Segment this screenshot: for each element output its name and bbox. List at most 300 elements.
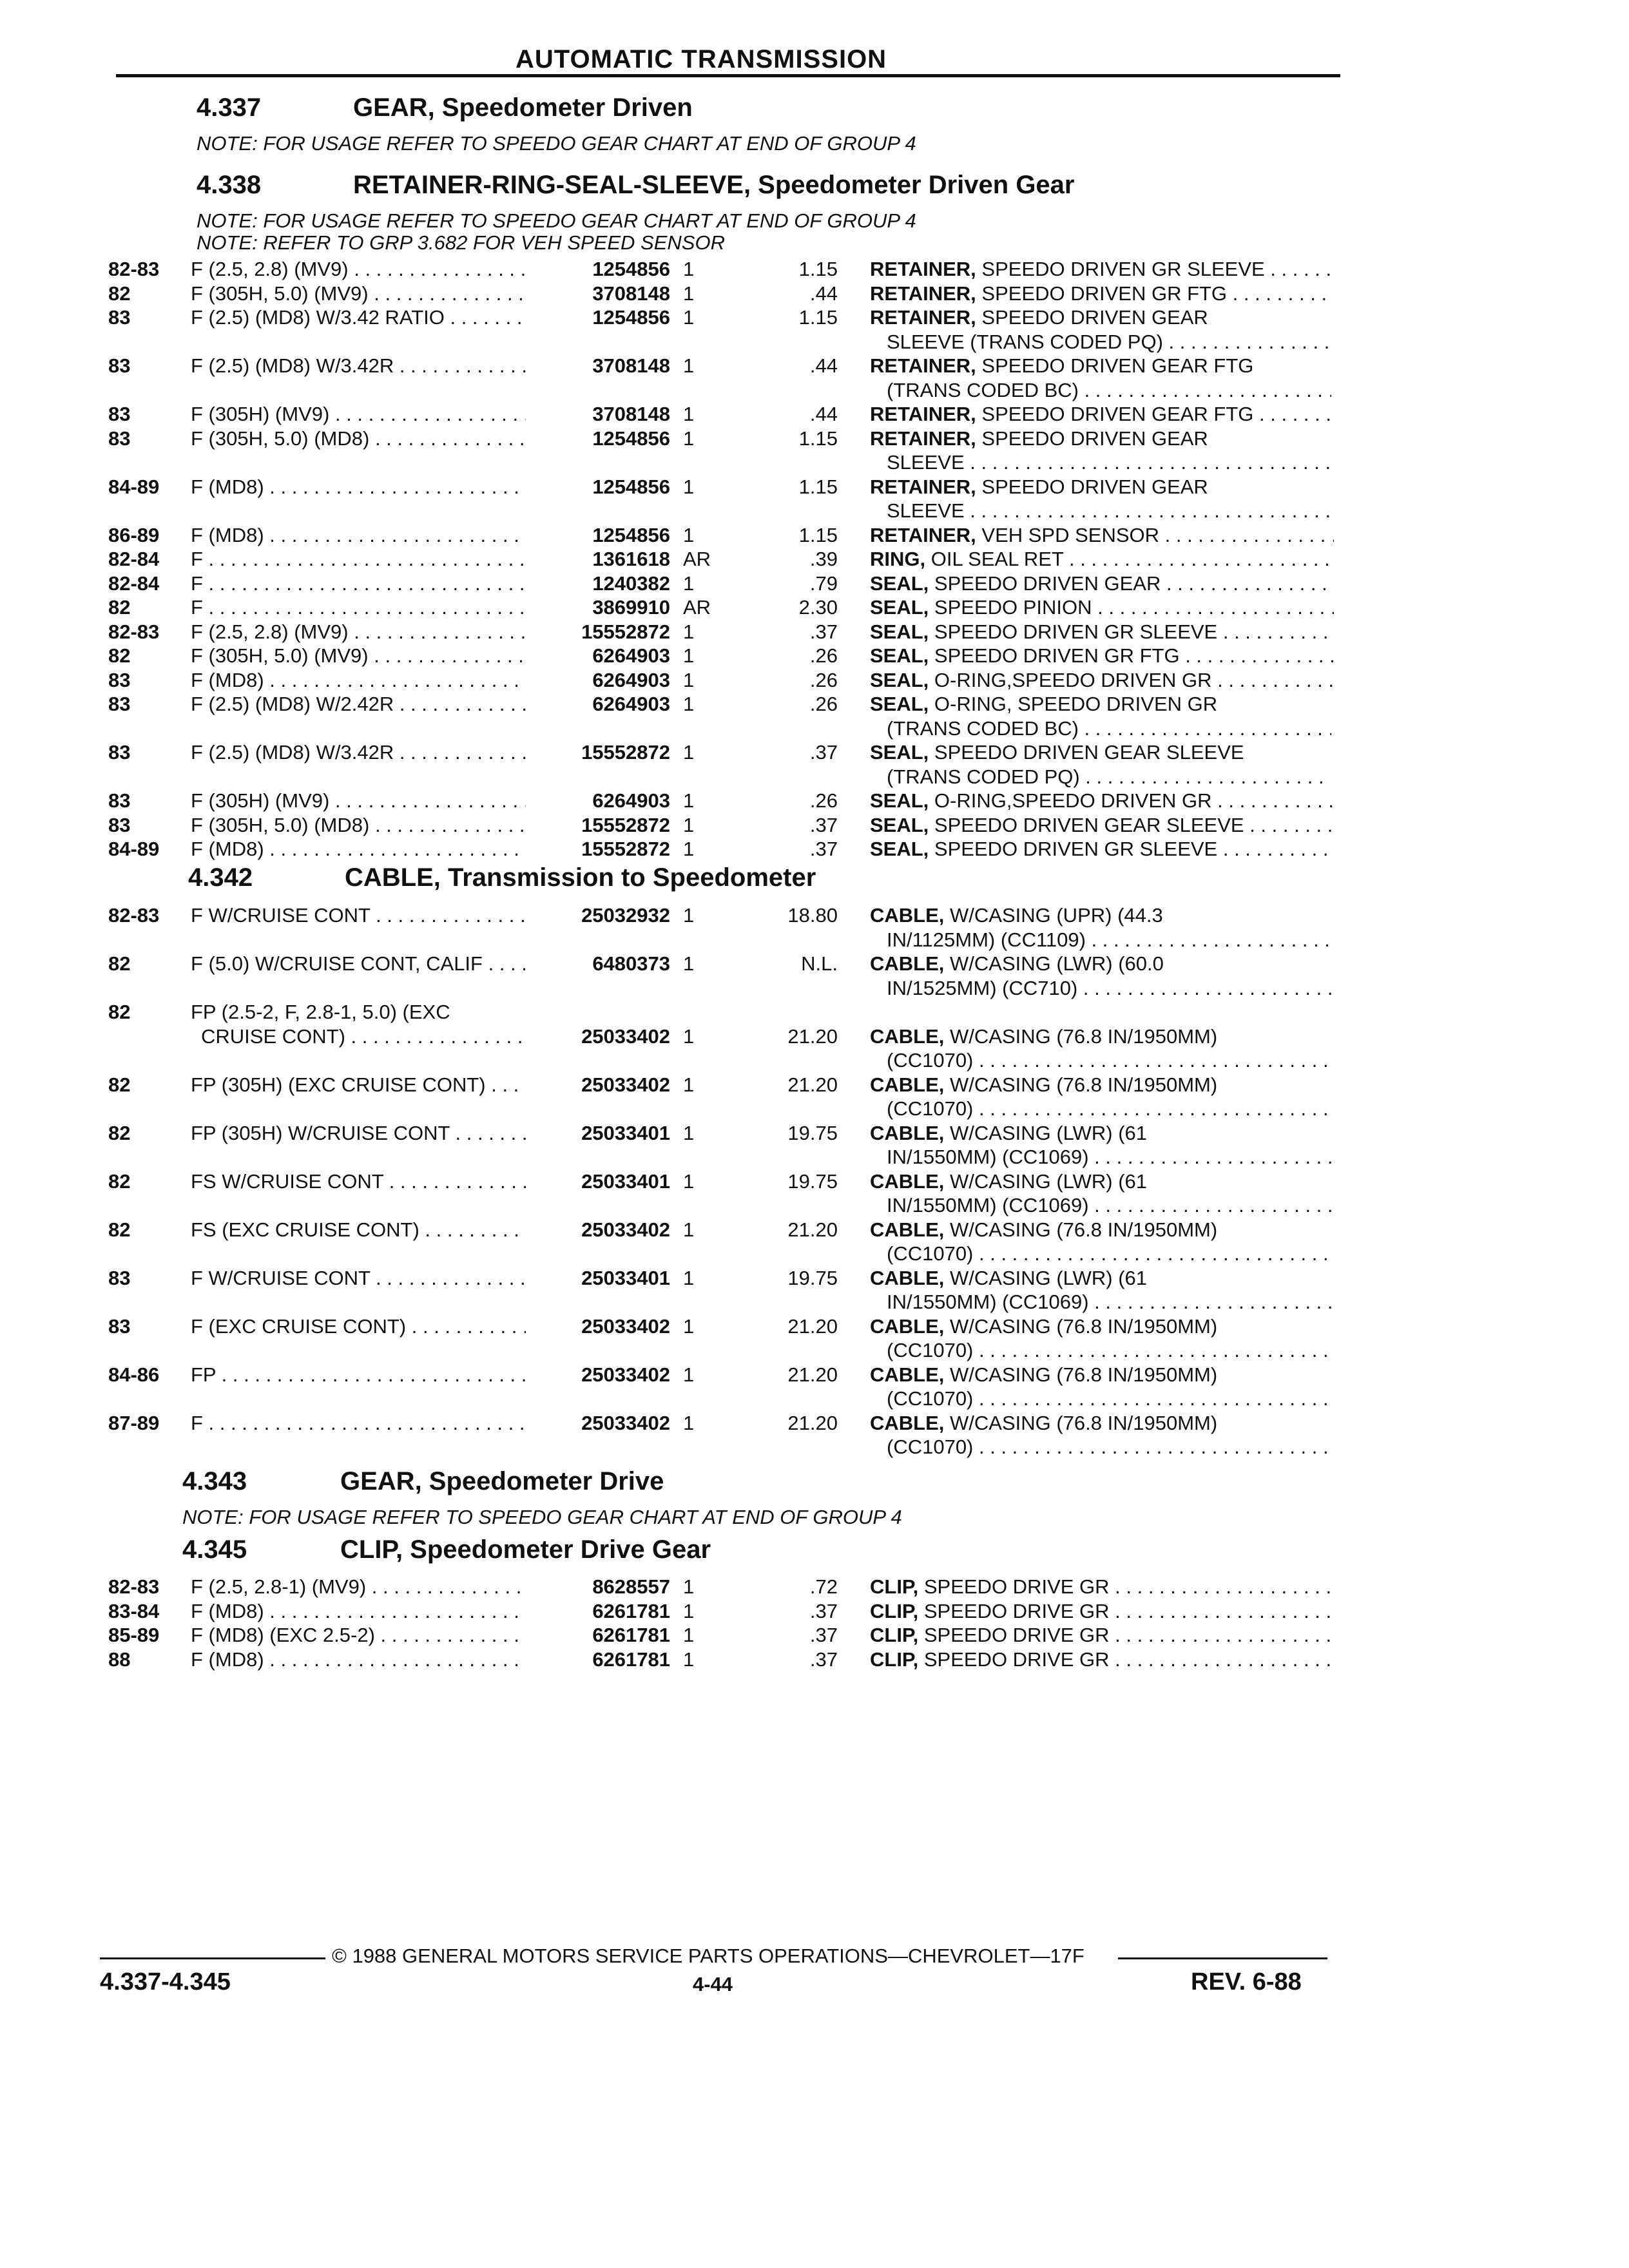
- part-description: [870, 1600, 1334, 1623]
- part-name: RETAINER,: [870, 306, 976, 329]
- price: 21.20: [787, 1025, 838, 1048]
- part-description: [870, 524, 1334, 547]
- price: .39: [809, 548, 838, 570]
- part-description-continued: SLEEVE (TRANS CODED PQ) . . .: [887, 331, 1331, 354]
- application: F . . .: [191, 572, 526, 595]
- application: F (305H) (MV9) . . .: [191, 403, 526, 426]
- part-number: 8628557: [592, 1575, 670, 1598]
- application: FP . . .: [191, 1363, 526, 1387]
- model-year: 83-84: [108, 1600, 160, 1622]
- part-description-continued: (CC1070) . . .: [887, 1339, 1331, 1362]
- model-year: 82: [108, 1170, 131, 1193]
- part-description: [870, 1575, 1334, 1599]
- application: F (2.5) (MD8) W/3.42R . . .: [191, 741, 526, 764]
- footer-revision: REV. 6-88: [1191, 1968, 1302, 1995]
- part-description: [870, 741, 1334, 764]
- application: F . . .: [191, 548, 526, 571]
- part-row: [0, 572, 1629, 598]
- quantity: 1: [683, 814, 695, 836]
- model-year: 82: [108, 1001, 131, 1023]
- part-description: [870, 258, 1334, 281]
- part-description-continued: (TRANS CODED PQ) . . .: [887, 765, 1331, 789]
- part-row: [0, 427, 1629, 453]
- part-number: 6264903: [592, 644, 670, 667]
- model-year: 83: [108, 693, 131, 715]
- quantity: 1: [683, 306, 695, 329]
- section-title: RETAINER-RING-SEAL-SLEEVE, Speedometer Driven Gear: [353, 171, 1075, 199]
- part-name: RETAINER,: [870, 354, 976, 377]
- application: F W/CRUISE CONT . . .: [191, 1267, 526, 1290]
- part-row: [0, 1073, 1629, 1099]
- part-number: 6261781: [592, 1600, 670, 1622]
- part-row: [0, 1170, 1629, 1196]
- part-description-text: O-RING,SPEEDO DRIVEN GR: [934, 789, 1212, 812]
- part-description-text: SPEEDO DRIVEN GEAR: [934, 572, 1161, 595]
- model-year: 85-89: [108, 1624, 160, 1646]
- quantity: 1: [683, 282, 695, 305]
- part-row: [0, 403, 1629, 428]
- section-number: 4.343: [182, 1467, 247, 1495]
- part-description-text: SPEEDO DRIVE GR: [923, 1624, 1110, 1646]
- application: F (2.5, 2.8) (MV9) . . .: [191, 620, 526, 644]
- part-number: 1254856: [592, 427, 670, 450]
- part-number: 25033401: [581, 1267, 670, 1289]
- part-number: 6264903: [592, 669, 670, 691]
- model-year: 86-89: [108, 524, 160, 546]
- part-description-continued-row: [0, 717, 1629, 743]
- part-number: 15552872: [581, 741, 670, 764]
- part-description-continued: IN/1550MM) (CC1069) . . .: [887, 1146, 1331, 1169]
- part-number: 1254856: [592, 306, 670, 329]
- quantity: 1: [683, 427, 695, 450]
- price: .37: [809, 741, 838, 764]
- part-description: [870, 572, 1334, 595]
- application: F (2.5, 2.8) (MV9) . . .: [191, 258, 526, 281]
- part-description-continued: IN/1550MM) (CC1069) . . .: [887, 1194, 1331, 1217]
- part-description-text: W/CASING (76.8 IN/1950MM): [950, 1363, 1218, 1386]
- part-number: 3708148: [592, 282, 670, 305]
- part-number: 25033401: [581, 1122, 670, 1144]
- part-description: [870, 1073, 1334, 1097]
- section-title: CABLE, Transmission to Speedometer: [345, 863, 816, 892]
- price: 21.20: [787, 1315, 838, 1338]
- quantity: 1: [683, 669, 695, 691]
- part-description: [870, 427, 1334, 450]
- quantity: 1: [683, 620, 695, 643]
- quantity: 1: [683, 1025, 695, 1048]
- part-description-continued: (CC1070) . . .: [887, 1387, 1331, 1410]
- part-description: [870, 620, 1334, 644]
- part-description: [870, 1025, 1334, 1048]
- part-description-text: W/CASING (76.8 IN/1950MM): [950, 1315, 1218, 1338]
- model-year: 84-89: [108, 476, 160, 498]
- part-description-text: SPEEDO DRIVEN GR FTG: [934, 644, 1180, 667]
- part-number: 25033402: [581, 1315, 670, 1338]
- section-number: 4.345: [182, 1535, 247, 1564]
- part-description: [870, 1624, 1334, 1647]
- price: .37: [809, 838, 838, 860]
- quantity: 1: [683, 403, 695, 425]
- model-year: 83: [108, 1315, 131, 1338]
- part-name: CLIP,: [870, 1600, 919, 1622]
- part-number: 25033402: [581, 1025, 670, 1048]
- section-note: NOTE: FOR USAGE REFER TO SPEEDO GEAR CHART AT END OF GROUP 4: [182, 1506, 902, 1528]
- price: .37: [809, 1600, 838, 1622]
- part-row: [0, 952, 1629, 978]
- model-year: 82-83: [108, 258, 160, 280]
- price: .26: [809, 644, 838, 667]
- application: F (EXC CRUISE CONT) . . .: [191, 1315, 526, 1338]
- part-number: 3708148: [592, 354, 670, 377]
- part-description: [870, 644, 1334, 668]
- price: 1.15: [798, 306, 838, 329]
- model-year: 87-89: [108, 1412, 160, 1434]
- part-name: CABLE,: [870, 1218, 945, 1241]
- quantity: 1: [683, 1412, 695, 1434]
- quantity: 1: [683, 1600, 695, 1622]
- part-row: [0, 548, 1629, 573]
- part-name: RETAINER,: [870, 427, 976, 450]
- part-row: [0, 838, 1629, 863]
- part-name: SEAL,: [870, 814, 929, 836]
- part-number: 25033402: [581, 1218, 670, 1241]
- part-description-continued-row: [0, 1291, 1629, 1316]
- model-year: 84-89: [108, 838, 160, 860]
- price: .37: [809, 620, 838, 643]
- quantity: 1: [683, 258, 695, 280]
- part-description-continued: (TRANS CODED BC) . . .: [887, 379, 1331, 402]
- part-description: [870, 952, 1334, 975]
- part-name: SEAL,: [870, 838, 929, 860]
- price: 19.75: [787, 1122, 838, 1144]
- application: F (305H, 5.0) (MD8) . . .: [191, 814, 526, 837]
- model-year: 83: [108, 814, 131, 836]
- part-description-text: W/CASING (LWR) (60.0: [950, 952, 1164, 975]
- part-name: SEAL,: [870, 572, 929, 595]
- part-description-text: W/CASING (76.8 IN/1950MM): [950, 1218, 1218, 1241]
- part-name: RETAINER,: [870, 524, 976, 546]
- price: 2.30: [798, 596, 838, 619]
- part-name: CABLE,: [870, 1363, 945, 1386]
- quantity: 1: [683, 789, 695, 812]
- part-name: SEAL,: [870, 596, 929, 619]
- part-name: RETAINER,: [870, 476, 976, 498]
- part-name: CLIP,: [870, 1648, 919, 1671]
- part-name: CABLE,: [870, 1073, 945, 1096]
- model-year: 82: [108, 1073, 131, 1096]
- price: .79: [809, 572, 838, 595]
- part-description-text: SPEEDO DRIVE GR: [923, 1600, 1110, 1622]
- part-description-continued: (TRANS CODED BC) . . .: [887, 717, 1331, 740]
- part-description-continued-row: [0, 1194, 1629, 1220]
- part-row: [0, 741, 1629, 767]
- part-description-continued-row: [0, 1242, 1629, 1268]
- model-year: 82: [108, 1122, 131, 1144]
- part-name: CABLE,: [870, 1122, 945, 1144]
- part-row: [0, 282, 1629, 308]
- application: F . . .: [191, 1412, 526, 1435]
- part-row: [0, 354, 1629, 380]
- quantity: 1: [683, 1267, 695, 1289]
- part-name: CABLE,: [870, 904, 945, 927]
- part-name: RING,: [870, 548, 926, 570]
- part-description-continued-row: [0, 1097, 1629, 1123]
- part-description-continued: (CC1070) . . .: [887, 1242, 1331, 1265]
- footer-rule-left: [100, 1957, 325, 1959]
- application: F (2.5, 2.8-1) (MV9) . . .: [191, 1575, 526, 1599]
- part-number: 25033401: [581, 1170, 670, 1193]
- part-description-text: SPEEDO DRIVEN GR SLEEVE: [981, 258, 1265, 280]
- price: 1.15: [798, 476, 838, 498]
- part-description: [870, 814, 1334, 837]
- price: 19.75: [787, 1267, 838, 1289]
- model-year: 82: [108, 952, 131, 975]
- part-row: [0, 1624, 1629, 1649]
- quantity: 1: [683, 1624, 695, 1646]
- part-row: [0, 814, 1629, 840]
- part-row: [0, 1315, 1629, 1341]
- application: FS (EXC CRUISE CONT) . . .: [191, 1218, 526, 1242]
- application: F (305H, 5.0) (MD8) . . .: [191, 427, 526, 450]
- part-name: RETAINER,: [870, 403, 976, 425]
- part-description-text: SPEEDO PINION: [934, 596, 1092, 619]
- part-description-text: O-RING,SPEEDO DRIVEN GR: [934, 669, 1212, 691]
- model-year: 82-84: [108, 548, 160, 570]
- quantity: 1: [683, 476, 695, 498]
- part-name: CABLE,: [870, 952, 945, 975]
- part-description: [870, 838, 1334, 861]
- model-year: 82-83: [108, 1575, 160, 1598]
- part-description: [870, 476, 1334, 499]
- section-title: GEAR, Speedometer Driven: [353, 93, 693, 122]
- model-year: 83: [108, 354, 131, 377]
- application: F (MD8) . . .: [191, 1648, 526, 1671]
- application: F (5.0) W/CRUISE CONT, CALIF . . .: [191, 952, 526, 975]
- part-row: [0, 1218, 1629, 1244]
- part-number: 1240382: [592, 572, 670, 595]
- model-year: 82: [108, 596, 131, 619]
- application-continued: CRUISE CONT) . . .: [201, 1025, 523, 1048]
- section-number: 4.337: [197, 93, 262, 122]
- part-description-continued-row: [0, 499, 1629, 525]
- application: F (305H, 5.0) (MV9) . . .: [191, 282, 526, 305]
- part-description: [870, 1648, 1334, 1671]
- part-row: [0, 669, 1629, 695]
- part-row: [0, 476, 1629, 501]
- price: .44: [809, 282, 838, 305]
- application: F (MD8) (EXC 2.5-2) . . .: [191, 1624, 526, 1647]
- page-title: AUTOMATIC TRANSMISSION: [516, 45, 887, 73]
- footer-copyright: © 1988 GENERAL MOTORS SERVICE PARTS OPERATIONS—CHEVROLET—17F: [332, 1945, 1084, 1967]
- quantity: 1: [683, 644, 695, 667]
- part-description-continued: IN/1125MM) (CC1109) . . .: [887, 928, 1331, 952]
- section-note: NOTE: FOR USAGE REFER TO SPEEDO GEAR CHART AT END OF GROUP 4: [197, 132, 916, 155]
- quantity: 1: [683, 1170, 695, 1193]
- part-description: [870, 1315, 1334, 1338]
- part-description-text: W/CASING (UPR) (44.3: [950, 904, 1163, 927]
- part-number: 1254856: [592, 524, 670, 546]
- part-description-text: SPEEDO DRIVEN GR SLEEVE: [934, 838, 1218, 860]
- part-number: 25032932: [581, 904, 670, 927]
- part-description-continued: IN/1525MM) (CC710) . . .: [887, 977, 1331, 1000]
- price: 1.15: [798, 427, 838, 450]
- part-row: [0, 644, 1629, 670]
- part-description-text: SPEEDO DRIVE GR: [923, 1648, 1110, 1671]
- part-description-text: VEH SPD SENSOR: [981, 524, 1160, 546]
- part-row: [0, 789, 1629, 815]
- part-number: 25033402: [581, 1363, 670, 1386]
- part-name: CABLE,: [870, 1170, 945, 1193]
- application: FP (305H) W/CRUISE CONT . . .: [191, 1122, 526, 1145]
- section-title: CLIP, Speedometer Drive Gear: [340, 1535, 711, 1564]
- application: F (2.5) (MD8) W/3.42 RATIO . . .: [191, 306, 526, 329]
- application: F (305H, 5.0) (MV9) . . .: [191, 644, 526, 668]
- part-description: [870, 1170, 1334, 1193]
- part-row: [0, 524, 1629, 550]
- quantity: 1: [683, 1575, 695, 1598]
- part-description: [870, 1363, 1334, 1387]
- quantity: 1: [683, 524, 695, 546]
- part-description: [870, 1218, 1334, 1242]
- part-description: [870, 789, 1334, 812]
- part-description-text: SPEEDO DRIVEN GR FTG: [981, 282, 1228, 305]
- part-number: 6264903: [592, 693, 670, 715]
- quantity: 1: [683, 354, 695, 377]
- part-description-text: SPEEDO DRIVEN GR SLEEVE: [934, 620, 1218, 643]
- model-year: 84-86: [108, 1363, 160, 1386]
- part-description-continued-row: [0, 451, 1629, 477]
- part-description-text: W/CASING (LWR) (61: [950, 1170, 1148, 1193]
- price: 1.15: [798, 258, 838, 280]
- price: 18.80: [787, 904, 838, 927]
- quantity: 1: [683, 1315, 695, 1338]
- part-number: 1254856: [592, 476, 670, 498]
- part-description-continued-row: [0, 928, 1629, 954]
- quantity: 1: [683, 1363, 695, 1386]
- part-description-continued-row: [0, 1339, 1629, 1365]
- part-number: 15552872: [581, 620, 670, 643]
- price: 21.20: [787, 1412, 838, 1434]
- price: .44: [809, 403, 838, 425]
- quantity: 1: [683, 1073, 695, 1096]
- part-number: 6264903: [592, 789, 670, 812]
- part-description-text: SPEEDO DRIVEN GEAR SLEEVE: [934, 741, 1244, 764]
- part-name: SEAL,: [870, 620, 929, 643]
- part-description-text: W/CASING (76.8 IN/1950MM): [950, 1025, 1218, 1048]
- part-name: SEAL,: [870, 669, 929, 691]
- part-row: [0, 1648, 1629, 1674]
- price: .72: [809, 1575, 838, 1598]
- price: .37: [809, 814, 838, 836]
- application: F . . .: [191, 596, 526, 619]
- part-description-text: SPEEDO DRIVEN GEAR: [981, 427, 1208, 450]
- price: .37: [809, 1648, 838, 1671]
- model-year: 82: [108, 282, 131, 305]
- part-row: [0, 1363, 1629, 1389]
- part-number: 6261781: [592, 1624, 670, 1646]
- part-row: [0, 258, 1629, 284]
- price: .44: [809, 354, 838, 377]
- part-description: [870, 1412, 1334, 1435]
- part-description-continued: (CC1070) . . .: [887, 1097, 1331, 1120]
- part-row: [0, 620, 1629, 646]
- part-name: CLIP,: [870, 1624, 919, 1646]
- quantity: 1: [683, 1648, 695, 1671]
- part-name: CABLE,: [870, 1315, 945, 1338]
- part-description: [870, 1122, 1334, 1145]
- part-name: RETAINER,: [870, 282, 976, 305]
- part-description: [870, 354, 1334, 378]
- price: 21.20: [787, 1218, 838, 1241]
- quantity: 1: [683, 952, 695, 975]
- part-row: [0, 904, 1629, 930]
- header-rule: [116, 74, 1340, 77]
- part-number: 6261781: [592, 1648, 670, 1671]
- application: F (2.5) (MD8) W/2.42R . . .: [191, 693, 526, 716]
- application: FP (305H) (EXC CRUISE CONT) . . .: [191, 1073, 526, 1097]
- quantity: AR: [683, 596, 711, 619]
- application: F (MD8) . . .: [191, 1600, 526, 1623]
- part-number: 3708148: [592, 403, 670, 425]
- part-number: 3869910: [592, 596, 670, 619]
- quantity: 1: [683, 1218, 695, 1241]
- part-row: [0, 1575, 1629, 1601]
- part-number: 25033402: [581, 1412, 670, 1434]
- model-year: 82-83: [108, 620, 160, 643]
- price: 21.20: [787, 1363, 838, 1386]
- part-description-text: W/CASING (76.8 IN/1950MM): [950, 1412, 1218, 1434]
- price: 19.75: [787, 1170, 838, 1193]
- section-title: GEAR, Speedometer Drive: [340, 1467, 664, 1495]
- application: F (MD8) . . .: [191, 838, 526, 861]
- part-description: [870, 403, 1334, 426]
- part-row: [0, 693, 1629, 718]
- part-description-text: W/CASING (LWR) (61: [950, 1122, 1148, 1144]
- part-description: [870, 1267, 1334, 1290]
- section-number: 4.342: [188, 863, 253, 892]
- part-description: [870, 693, 1334, 716]
- section-note: NOTE: FOR USAGE REFER TO SPEEDO GEAR CHART AT END OF GROUP 4: [197, 209, 916, 232]
- part-row: [0, 1412, 1629, 1437]
- part-description-text: OIL SEAL RET: [930, 548, 1064, 570]
- section-note: NOTE: REFER TO GRP 3.682 FOR VEH SPEED SENSOR: [197, 231, 725, 254]
- part-description-continued-row: [0, 1146, 1629, 1171]
- part-row: [0, 1001, 1629, 1026]
- footer-page-number: 4-44: [693, 1973, 733, 1995]
- model-year: 83: [108, 669, 131, 691]
- model-year: 83: [108, 427, 131, 450]
- application: F (305H) (MV9) . . .: [191, 789, 526, 812]
- part-row: [0, 1600, 1629, 1626]
- part-number: 1361618: [592, 548, 670, 570]
- part-number: 6480373: [592, 952, 670, 975]
- quantity: 1: [683, 1122, 695, 1144]
- part-row-continued: [0, 1025, 1629, 1051]
- part-description-continued-row: [0, 1436, 1629, 1461]
- part-description-continued: IN/1550MM) (CC1069) . . .: [887, 1291, 1331, 1314]
- model-year: 82-84: [108, 572, 160, 595]
- part-description-text: O-RING, SPEEDO DRIVEN GR: [934, 693, 1218, 715]
- part-description-continued: SLEEVE . . .: [887, 451, 1331, 474]
- quantity: 1: [683, 693, 695, 715]
- part-description: [870, 669, 1334, 692]
- part-description-continued-row: [0, 1387, 1629, 1413]
- application: F (MD8) . . .: [191, 476, 526, 499]
- footer-rule-right: [1118, 1957, 1327, 1959]
- part-description: [870, 548, 1334, 571]
- price: .26: [809, 789, 838, 812]
- model-year: 88: [108, 1648, 131, 1671]
